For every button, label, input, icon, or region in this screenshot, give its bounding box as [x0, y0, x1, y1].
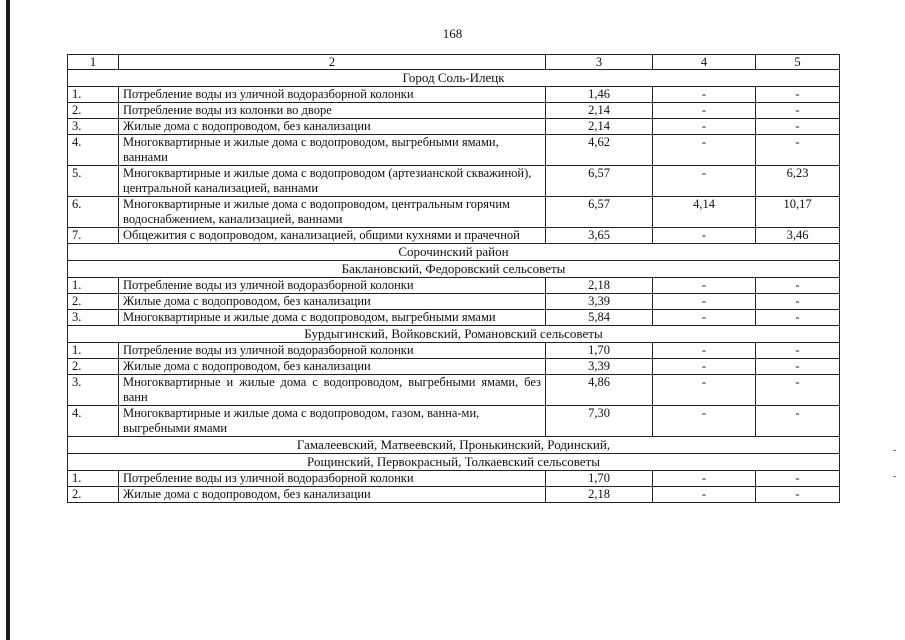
row-number: 6.: [68, 197, 119, 228]
row-value-col4: -: [653, 278, 756, 294]
row-description: Потребление воды из уличной водоразборной колонки: [119, 87, 546, 103]
section-heading-row: [68, 326, 840, 343]
row-value-col5: -: [756, 103, 840, 119]
section-heading-row: [68, 437, 840, 454]
row-value-col5: -: [756, 471, 840, 487]
row-description: Многоквартирные и жилые дома с водопроводом, выгребными ямами, ваннами: [119, 135, 546, 166]
margin-mark: [893, 476, 896, 477]
row-value-col3: 1,46: [546, 87, 653, 103]
row-value-col4: 4,14: [653, 197, 756, 228]
section-heading: Баклановский, Федоровский сельсоветы: [68, 261, 840, 278]
column-number: 3: [546, 55, 653, 70]
row-value-col5: -: [756, 119, 840, 135]
row-value-col3: 1,70: [546, 343, 653, 359]
row-value-col4: -: [653, 228, 756, 244]
table-row: [68, 359, 840, 375]
row-value-col4: -: [653, 487, 756, 503]
row-value-col3: 2,18: [546, 278, 653, 294]
row-description: Потребление воды из уличной водоразборной колонки: [119, 343, 546, 359]
column-number: 4: [653, 55, 756, 70]
section-heading: Город Соль-Илецк: [68, 70, 840, 87]
row-value-col3: 4,62: [546, 135, 653, 166]
row-description: Многоквартирные и жилые дома с водопроводом, выгребными ямами: [119, 310, 546, 326]
row-description: Многоквартирные и жилые дома с водопроводом (артезианской скважиной), центральной канализацией, ваннами: [119, 166, 546, 197]
table-row: [68, 278, 840, 294]
row-value-col5: -: [756, 135, 840, 166]
row-value-col5: -: [756, 278, 840, 294]
column-number: 1: [68, 55, 119, 70]
table-row: [68, 375, 840, 406]
section-heading-row: [68, 261, 840, 278]
table-row: [68, 228, 840, 244]
row-number: 1.: [68, 343, 119, 359]
row-value-col3: 7,30: [546, 406, 653, 437]
row-description: Многоквартирные и жилые дома с водопроводом, центральным горячим водоснабжением, канализацией, ваннами: [119, 197, 546, 228]
section-heading: Бурдыгинский, Войковский, Романовский сельсоветы: [68, 326, 840, 343]
table-row: [68, 119, 840, 135]
table-row: [68, 103, 840, 119]
row-number: 2.: [68, 487, 119, 503]
row-value-col3: 3,65: [546, 228, 653, 244]
row-description: Многоквартирные и жилые дома с водопроводом, выгребными ямами, без ванн: [119, 375, 546, 406]
row-value-col3: 5,84: [546, 310, 653, 326]
row-value-col5: -: [756, 359, 840, 375]
row-description: Потребление воды из колонки во дворе: [119, 103, 546, 119]
row-value-col3: 2,14: [546, 119, 653, 135]
row-value-col4: -: [653, 166, 756, 197]
table-row: [68, 487, 840, 503]
row-number: 5.: [68, 166, 119, 197]
table-row: [68, 294, 840, 310]
row-value-col4: -: [653, 87, 756, 103]
row-value-col5: -: [756, 375, 840, 406]
section-heading: Сорочинский район: [68, 244, 840, 261]
table-row: [68, 471, 840, 487]
section-heading: Гамалеевский, Матвеевский, Пронькинский, Родинский,: [68, 437, 840, 454]
row-value-col3: 3,39: [546, 294, 653, 310]
section-heading-row: [68, 70, 840, 87]
table-row: [68, 87, 840, 103]
row-description: Многоквартирные и жилые дома с водопроводом, газом, ванна-ми, выгребными ямами: [119, 406, 546, 437]
row-number: 2.: [68, 294, 119, 310]
row-number: 4.: [68, 406, 119, 437]
section-heading: Рощинский, Первокрасный, Толкаевский сельсоветы: [68, 454, 840, 471]
row-value-col3: 3,39: [546, 359, 653, 375]
row-value-col4: -: [653, 343, 756, 359]
page-number: 168: [442, 26, 463, 41]
row-value-col4: -: [653, 406, 756, 437]
row-value-col3: 2,14: [546, 103, 653, 119]
row-description: Потребление воды из уличной водоразборной колонки: [119, 471, 546, 487]
row-description: Жилые дома с водопроводом, без канализации: [119, 294, 546, 310]
row-value-col5: -: [756, 406, 840, 437]
page-binding-edge: [6, 0, 10, 640]
row-value-col4: -: [653, 103, 756, 119]
column-number: 5: [756, 55, 840, 70]
row-number: 2.: [68, 359, 119, 375]
row-description: Жилые дома с водопроводом, без канализации: [119, 119, 546, 135]
row-value-col4: -: [653, 375, 756, 406]
row-description: Жилые дома с водопроводом, без канализации: [119, 359, 546, 375]
table-row: [68, 343, 840, 359]
row-value-col5: 10,17: [756, 197, 840, 228]
tariff-table: [67, 54, 840, 503]
row-value-col5: -: [756, 87, 840, 103]
row-number: 1.: [68, 87, 119, 103]
row-number: 3.: [68, 310, 119, 326]
table-row: [68, 135, 840, 166]
row-value-col5: -: [756, 310, 840, 326]
row-number: 3.: [68, 119, 119, 135]
table-row: [68, 406, 840, 437]
row-description: Потребление воды из уличной водоразборной колонки: [119, 278, 546, 294]
section-heading-row: [68, 454, 840, 471]
row-value-col4: -: [653, 310, 756, 326]
row-value-col4: -: [653, 359, 756, 375]
table-body: [68, 55, 840, 503]
row-description: Общежития с водопроводом, канализацией, общими кухнями и прачечной: [119, 228, 546, 244]
row-value-col3: 6,57: [546, 166, 653, 197]
table-row: [68, 310, 840, 326]
margin-mark: [893, 450, 896, 451]
column-number: 2: [119, 55, 546, 70]
row-value-col5: -: [756, 487, 840, 503]
row-value-col3: 4,86: [546, 375, 653, 406]
column-number-row: [68, 55, 840, 70]
row-value-col5: -: [756, 294, 840, 310]
row-value-col5: 3,46: [756, 228, 840, 244]
row-value-col5: -: [756, 343, 840, 359]
row-value-col5: 6,23: [756, 166, 840, 197]
row-value-col3: 6,57: [546, 197, 653, 228]
row-value-col4: -: [653, 135, 756, 166]
row-value-col4: -: [653, 119, 756, 135]
table-row: [68, 166, 840, 197]
section-heading-row: [68, 244, 840, 261]
row-description: Жилые дома с водопроводом, без канализации: [119, 487, 546, 503]
table-row: [68, 197, 840, 228]
row-value-col4: -: [653, 471, 756, 487]
row-number: 7.: [68, 228, 119, 244]
row-number: 3.: [68, 375, 119, 406]
row-value-col3: 1,70: [546, 471, 653, 487]
row-number: 1.: [68, 278, 119, 294]
row-value-col4: -: [653, 294, 756, 310]
row-number: 4.: [68, 135, 119, 166]
row-number: 1.: [68, 471, 119, 487]
row-number: 2.: [68, 103, 119, 119]
row-value-col3: 2,18: [546, 487, 653, 503]
